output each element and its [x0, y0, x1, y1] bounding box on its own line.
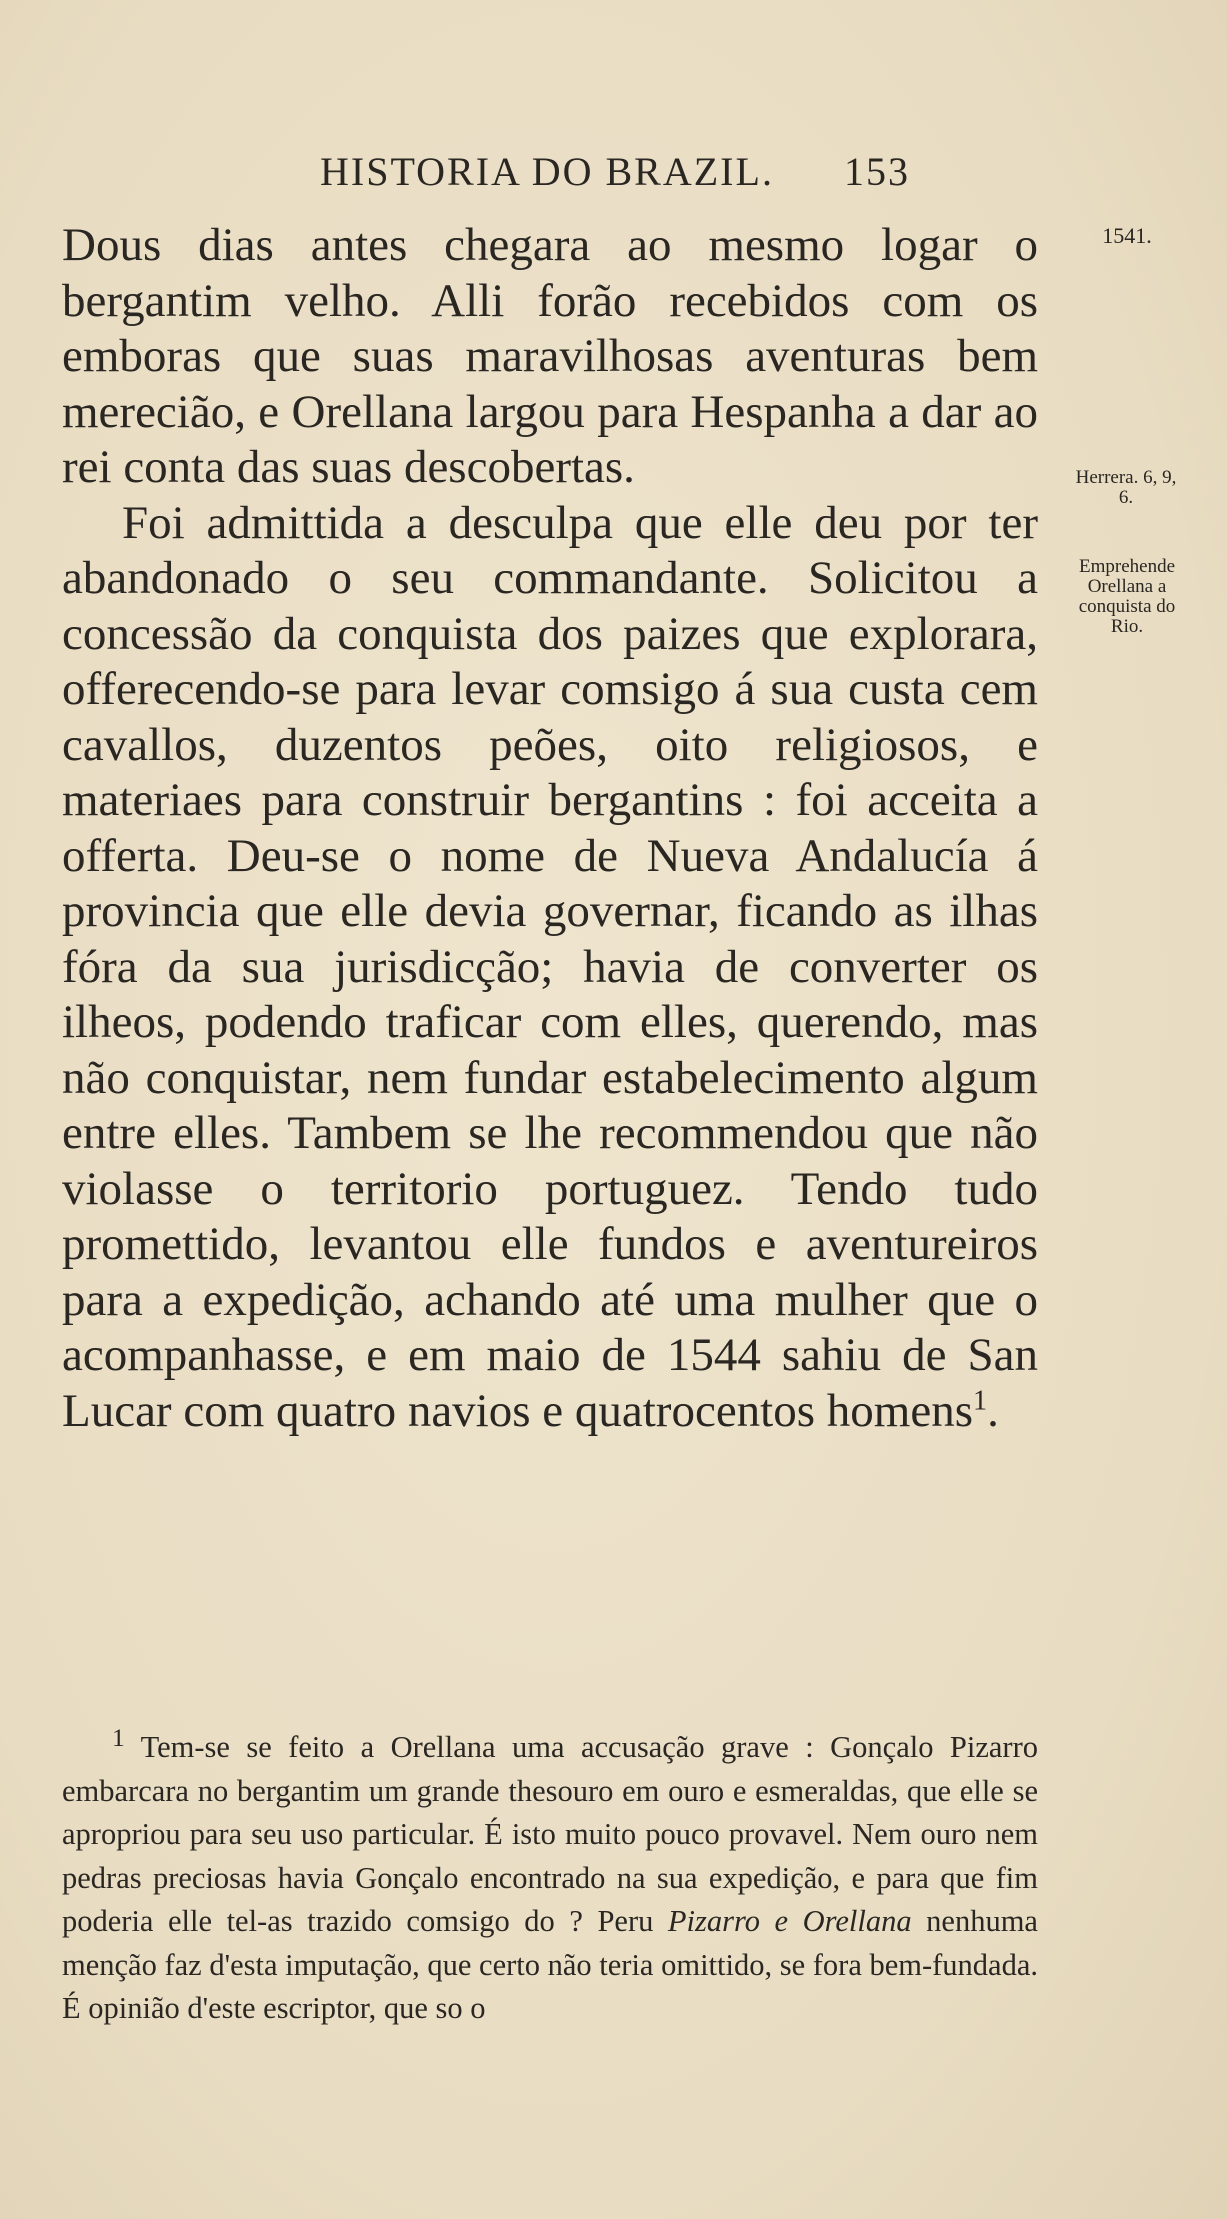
margin-year: 1541.: [1102, 223, 1152, 248]
footnote-1: [62, 1717, 1038, 2031]
body-text: [62, 218, 1038, 1439]
margin-note: Emprehende Orellana a conquista do Rio.: [1078, 556, 1176, 637]
margin-reference: Herrera. 6, 9, 6.: [1075, 467, 1177, 508]
footnotes: [62, 1717, 1038, 2031]
paragraph-2-end: .: [987, 1384, 999, 1437]
footnote-ref: 1: [973, 1384, 988, 1416]
footnote-text-2: nenhuma menção faz d'esta imputação, que certo não teria omittido, se fora bem-fundada. É opinião d'este escriptor, que so o: [62, 1904, 1038, 2026]
paragraph-2-text: Foi admittida a desculpa que elle deu por ter abandonado o seu commandante. Solicitou a concessão da conquista dos paizes que explorara, offerecendo-se para levar comsigo á sua custa cem cavallos, duzentos peões, oito religiosos, e materiaes para construir bergantins : foi acceita a offerta. Deu-se o nome de Nueva Andalucía á provincia que elle devia governar, ficando as ilhas fóra da sua jurisdicção; havia de converter os ilheos, podendo traficar com elles, querendo, mas não conquistar, nem fundar estabelecimento algum entre elles. Tambem se lhe recommendou que não violasse o territorio portuguez. Tendo tudo promettido, levantou elle fundos e aventureiros para a expedição, achando até uma mulher que o acompanhasse, e em maio de 1544 sahiu de San Lucar com quatro navios e quatrocentos homens: [62, 496, 1038, 1437]
footnote-mark: 1: [112, 1724, 125, 1752]
paragraph-1: Dous dias antes chegara ao mesmo logar o bergantim velho. Alli forão recebidos com os emboras que suas maravilhosas aventuras bem merecião, e Orellana largou para Hespanha a dar ao rei conta das suas descobertas.: [62, 219, 1038, 493]
paragraph-2: [62, 496, 1038, 1440]
running-title: HISTORIA DO BRAZIL.: [320, 149, 774, 194]
footnote-italic: Pizarro e Orellana: [667, 1904, 912, 1939]
page-number: 153: [844, 149, 910, 194]
footnote-text-1: Tem-se se feito a Orellana uma accusação grave : Gonçalo Pizarro embarcara no bergantim um grande thesouro em ouro e esmeraldas, que elle se apropriou para seu uso particular. É isto muito pouco provavel. Nem ouro nem pedras preciosas havia Gonçalo encontrado na sua expedição, e para que fim poderia elle tel-as trazido comsigo do ? Peru: [62, 1730, 1038, 1939]
